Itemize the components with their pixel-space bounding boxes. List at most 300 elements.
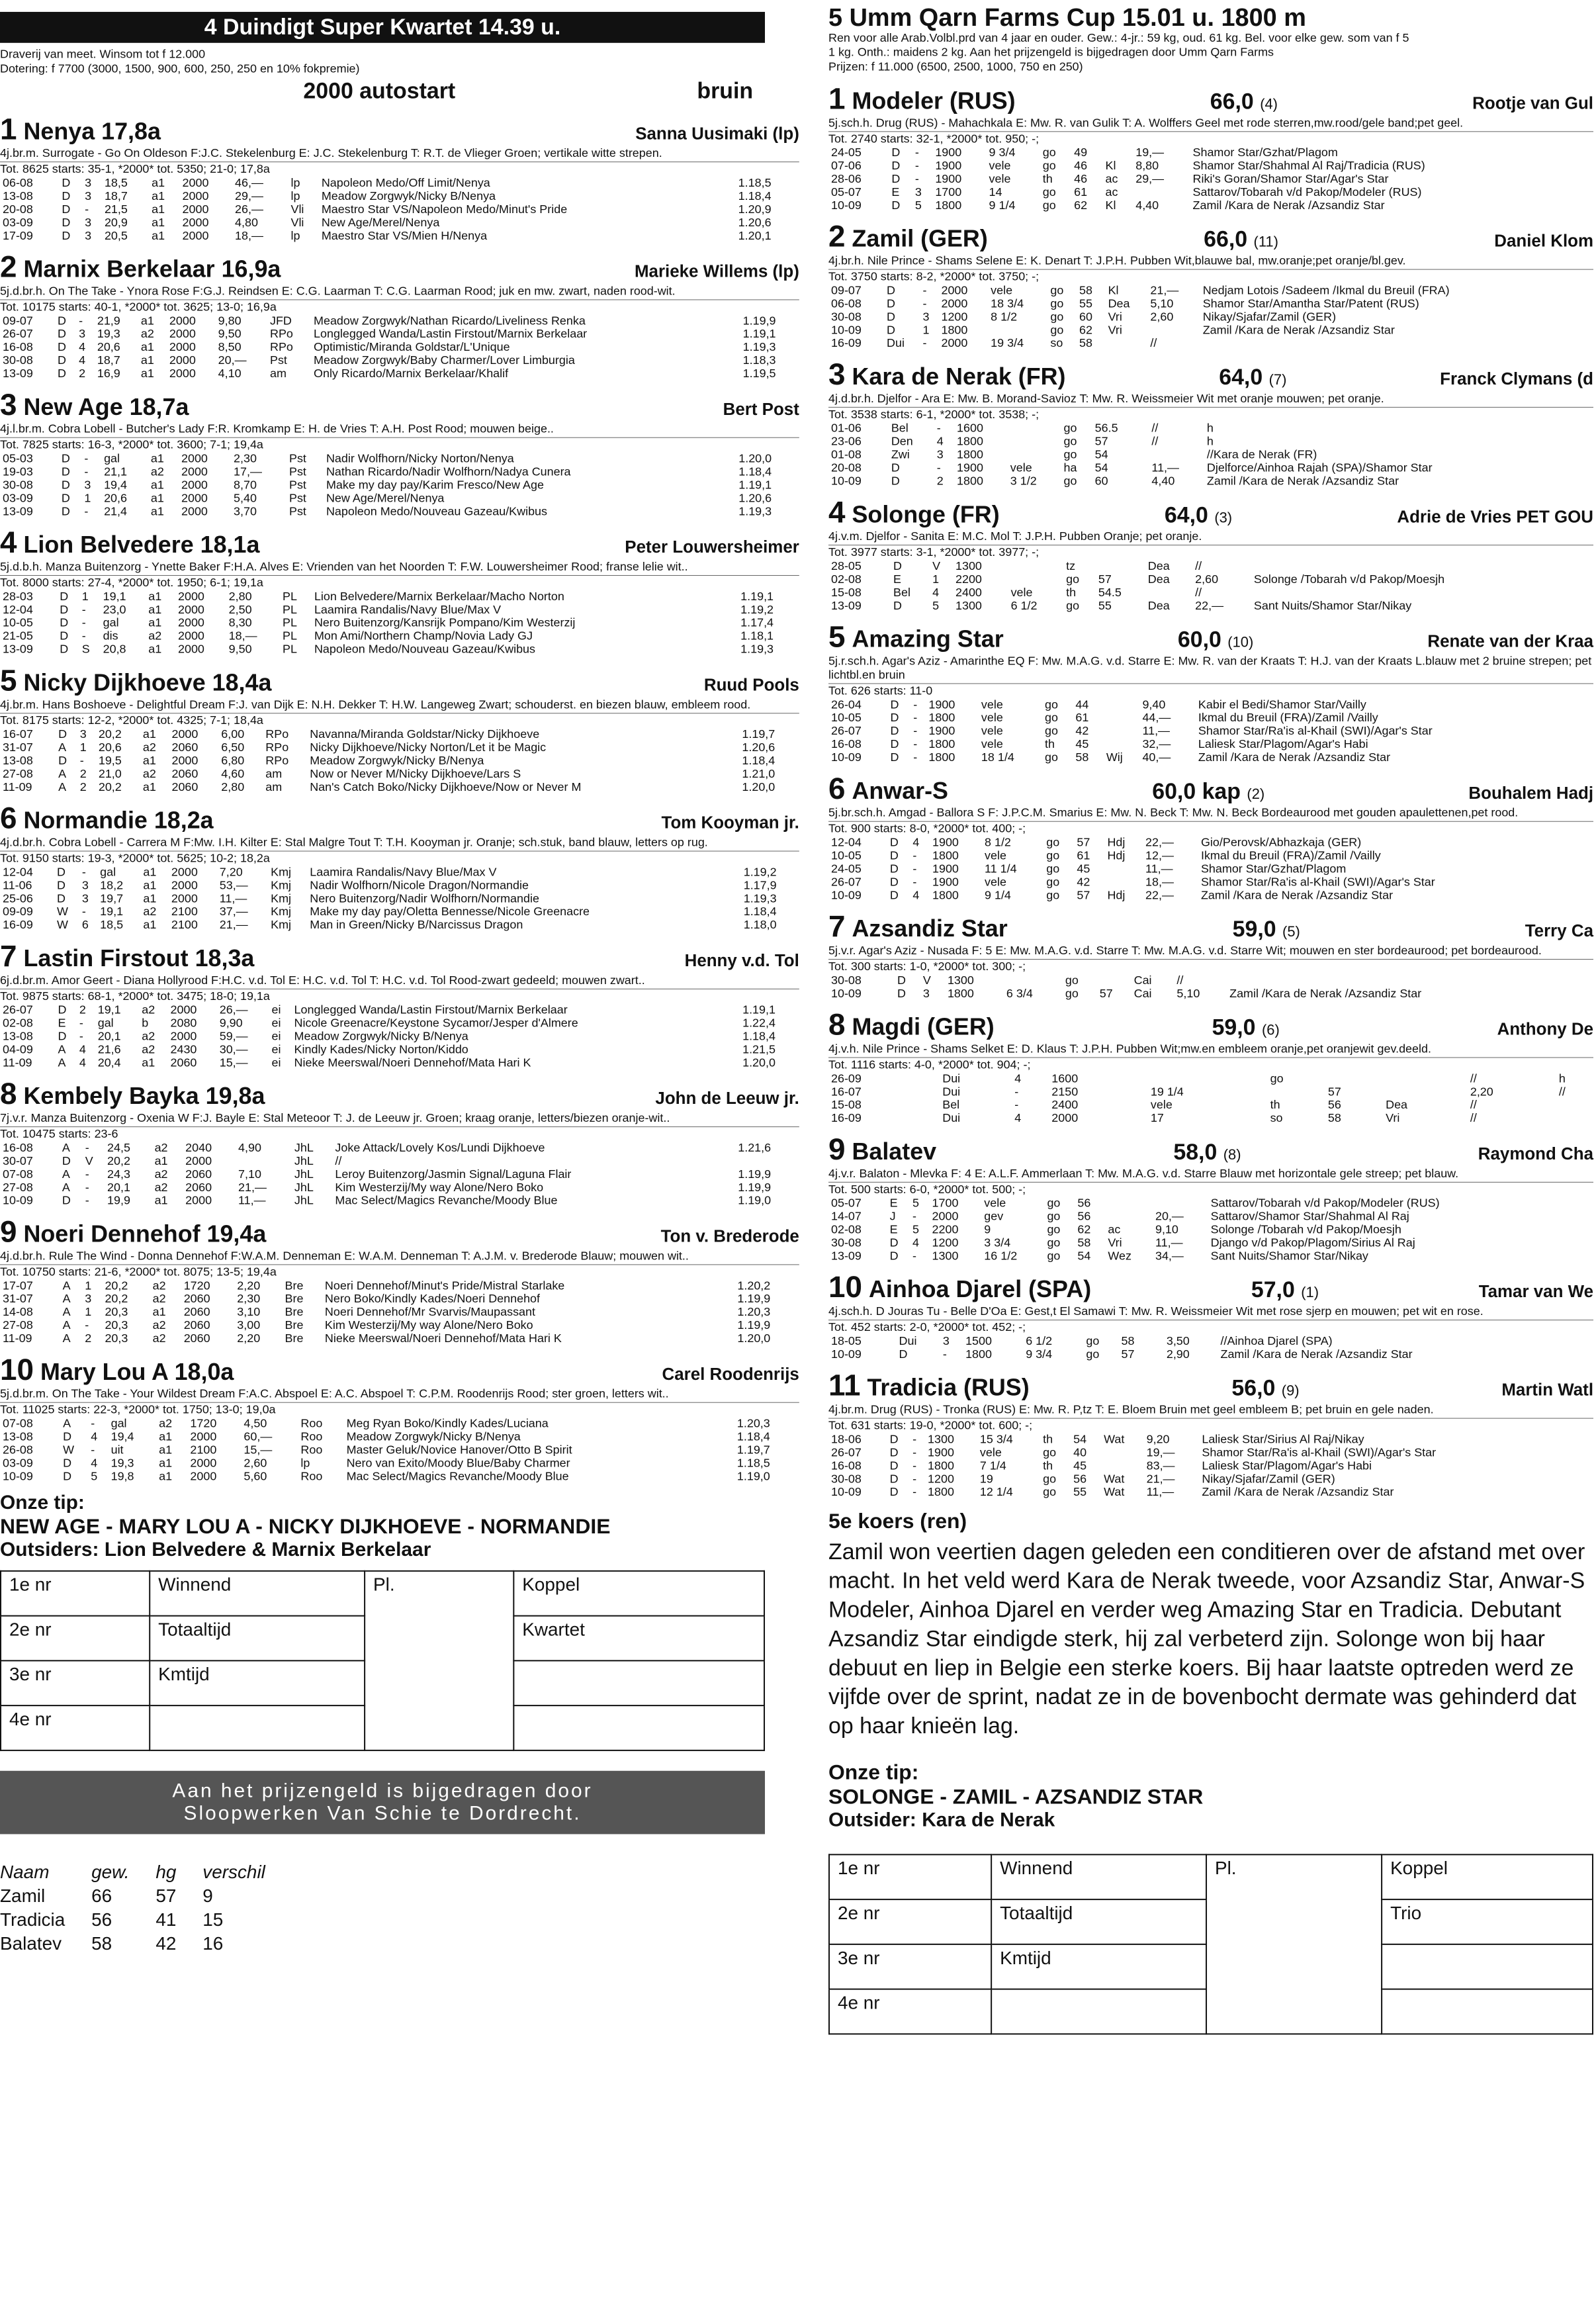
- result-cell: a2: [150, 465, 164, 478]
- result-cell: 2000: [182, 189, 209, 203]
- result-cell: 1.18,5: [738, 176, 772, 190]
- result-cell: 1.20,1: [738, 228, 772, 242]
- result-cell: [1140, 461, 1149, 475]
- result-cell: 44: [1075, 698, 1089, 711]
- result-cell: Kim Westerzij/My way Alone/Nero Boko: [335, 1180, 544, 1194]
- horse-entry: [828, 218, 1593, 349]
- weight-value: 60,0: [1177, 627, 1221, 653]
- result-cell: 20,1: [107, 1180, 130, 1194]
- horse-number: 8: [0, 1076, 17, 1111]
- result-cell: 24,3: [107, 1167, 130, 1181]
- weight-cell: 58: [91, 1932, 112, 1954]
- result-cell: 1600: [1051, 1071, 1079, 1085]
- result-cell: 02-08: [2, 1016, 33, 1030]
- result-cell: 12-04: [2, 865, 33, 879]
- result-cell: D: [62, 228, 71, 242]
- result-cell: JhL: [294, 1167, 314, 1181]
- weight-cell: 15: [202, 1909, 224, 1930]
- result-row: [0, 643, 799, 656]
- result-cell: 2100: [171, 905, 198, 919]
- weight-cell: 9: [202, 1885, 213, 1907]
- result-cell: go: [1065, 986, 1079, 1000]
- result-cell: A: [58, 741, 67, 754]
- result-cell: 19,4: [111, 1429, 134, 1443]
- result-cell: go: [1047, 1209, 1061, 1223]
- result-cell: 20,3: [105, 1318, 128, 1332]
- result-cell: 1300: [947, 973, 974, 987]
- result-cell: D: [887, 310, 895, 324]
- pedigree: 5j.d.br.m. On The Take - Your Wildest Dream F:A.C. Abspoel E: A.C. Abspoel T: C.P.M. Roodenrijs Rood; ster groen, letters wit..: [0, 1387, 799, 1403]
- result-cell: 16-09: [830, 1111, 862, 1125]
- horse-entry: [828, 1131, 1593, 1262]
- result-cell: 1.18,3: [742, 353, 776, 367]
- weight-table: [0, 1860, 292, 1956]
- result-cell: 19,—: [1146, 1445, 1175, 1459]
- result-cell: a1: [142, 1056, 155, 1069]
- results-table: [828, 559, 1593, 612]
- result-cell: 2000: [941, 283, 968, 297]
- result-cell: Man in Green/Nicky B/Narcissus Dragon: [310, 918, 523, 932]
- result-cell: 13-09: [830, 1249, 862, 1263]
- result-cell: 4: [912, 835, 920, 849]
- post-position: (6): [1261, 1021, 1280, 1038]
- horse-entry: [0, 662, 799, 793]
- result-cell: [1154, 1334, 1164, 1347]
- result-cell: 1.18,4: [738, 189, 772, 203]
- result-cell: D: [63, 1469, 72, 1483]
- result-cell: 20,—: [218, 353, 247, 367]
- result-cell: ac: [1108, 1222, 1121, 1236]
- pedigree: 5j.d.b.h. Manza Buitenzorg - Ynette Baker F:H.A. Alves E: Vrienden van het Noorden T: F.W. Louwersheimer Rood; franse lelie wit..: [0, 560, 799, 576]
- weight-cell: 66: [91, 1885, 112, 1907]
- horse-weight: [1219, 365, 1286, 390]
- result-cell: PL: [283, 642, 297, 656]
- result-cell: gal: [104, 451, 120, 465]
- result-cell: Zamil /Kara de Nerak /Azsandiz Star: [1200, 888, 1394, 902]
- result-cell: -: [81, 629, 86, 643]
- grid-cell: Winnend: [150, 1571, 365, 1616]
- result-cell: 2000: [185, 1154, 212, 1167]
- result-cell: Kl: [1105, 198, 1116, 212]
- result-cell: Nero Buitenzorg/Kansrijk Pompano/Kim Westerzij: [314, 615, 576, 629]
- result-cell: 45: [1077, 862, 1090, 876]
- result-cell: 3: [922, 310, 930, 324]
- result-cell: 1.19,0: [736, 1469, 770, 1483]
- result-cell: D: [57, 353, 66, 367]
- jockey-name: Adrie de Vries PET GOU: [1397, 506, 1594, 527]
- result-cell: -: [85, 1141, 89, 1154]
- result-cell: //: [1151, 434, 1159, 448]
- weight-cell: 41: [155, 1909, 177, 1930]
- result-cell: //: [1195, 585, 1202, 599]
- result-row: [828, 559, 1593, 572]
- result-cell: 4: [912, 888, 920, 902]
- jockey-name: Franck Clymans (d: [1440, 369, 1594, 388]
- result-cell: [1104, 875, 1143, 888]
- result-cell: a2: [142, 767, 156, 780]
- result-cell: 27-08: [2, 767, 33, 780]
- result-cell: 21,—: [1150, 283, 1179, 297]
- result-row: [0, 1003, 799, 1017]
- result-cell: 31-07: [2, 741, 33, 754]
- result-cell: 5: [912, 1222, 919, 1236]
- result-cell: 58: [1121, 1334, 1135, 1347]
- result-cell: 3 1/2: [1010, 474, 1037, 488]
- result-cell: 10-09: [830, 986, 862, 1000]
- result-cell: 1.19,2: [743, 865, 777, 879]
- result-cell: 2: [79, 767, 87, 780]
- result-cell: //: [1151, 421, 1159, 435]
- grid-cell: Totaaltijd: [991, 1899, 1206, 1944]
- result-cell: 1900: [928, 698, 955, 711]
- result-cell: 1800: [928, 711, 955, 725]
- result-cell: a1: [159, 1443, 173, 1457]
- result-cell: D: [889, 875, 899, 889]
- result-cell: Make my day pay/Karim Fresco/New Age: [326, 478, 544, 492]
- pedigree: 5j.v.r. Agar's Aziz - Nusada F: 5 E: Mw. M.A.G. v.d. Starre T: Mw. M.A.G. v.d. Starre Wit; mouwen en ster bordeaurood; pet bordeaurood.: [828, 944, 1593, 960]
- horse-entry: [828, 356, 1593, 487]
- result-cell: 21,—: [219, 918, 248, 932]
- pedigree: 6j.d.br.m. Amor Geert - Diana Hollyrood F:H.C. v.d. Tol E: H.C. v.d. Tol T: H.C. v.d. Tol Rood-zwart gedeeld; mouwen zwart..: [0, 974, 799, 989]
- result-cell: D: [889, 1236, 899, 1249]
- result-cell: 2: [79, 367, 86, 381]
- result-cell: 16-07: [830, 1085, 862, 1099]
- result-cell: 18,—: [235, 228, 263, 242]
- pedigree: 4j.l.br.m. Cobra Lobell - Butcher's Lady F:R. Kromkamp E: H. de Vries T: A.H. Post Rood; mouwen beige..: [0, 422, 799, 438]
- results-table: [828, 284, 1593, 350]
- result-cell: 4,90: [238, 1141, 261, 1154]
- result-cell: 18,7: [104, 189, 128, 203]
- result-cell: 22,—: [1145, 835, 1174, 849]
- horse-number: 1: [0, 111, 17, 146]
- result-cell: 9 3/4: [1026, 1347, 1053, 1361]
- result-cell: 11-09: [2, 1056, 32, 1069]
- result-cell: 7 1/4: [979, 1459, 1006, 1473]
- result-cell: go: [1042, 185, 1056, 199]
- result-cell: 20,2: [105, 1279, 128, 1292]
- result-cell: go: [1046, 875, 1060, 889]
- result-row: [828, 698, 1593, 711]
- result-cell: Bre: [285, 1279, 304, 1292]
- weight-header: hg: [155, 1862, 177, 1883]
- result-cell: a2: [152, 1292, 166, 1306]
- result-cell: Nero Buitenzorg/Nadir Wolfhorn/Normandie: [310, 891, 539, 905]
- horse-weight: [1231, 1376, 1299, 1402]
- result-cell: vele: [1150, 1098, 1173, 1112]
- race5-title: 5 Umm Qarn Farms Cup 15.01 u. 1800 m: [828, 3, 1306, 32]
- result-cell: 1800: [932, 888, 959, 902]
- result-cell: [1153, 1197, 1208, 1210]
- result-cell: 19,1: [103, 589, 126, 603]
- result-cell: 18-06: [830, 1432, 862, 1446]
- result-cell: -: [914, 159, 919, 173]
- result-cell: [1133, 185, 1190, 199]
- result-row: [0, 1332, 799, 1345]
- result-cell: b: [142, 1016, 149, 1030]
- result-cell: 6,00: [221, 727, 245, 741]
- result-row: [0, 741, 799, 754]
- result-cell: 10-09: [830, 888, 862, 902]
- result-cell: -: [936, 421, 941, 435]
- result-cell: Meadow Zorgwyk/Nicky B/Nenya: [310, 754, 484, 768]
- result-cell: 1900: [932, 875, 959, 889]
- result-cell: lp: [290, 228, 300, 242]
- result-cell: Leroy Buitenzorg/Jasmin Signal/Laguna Flair: [335, 1167, 572, 1181]
- result-cell: so: [1270, 1111, 1283, 1125]
- horse-number: 9: [0, 1214, 17, 1249]
- result-row: [0, 465, 799, 478]
- result-cell: 1: [81, 589, 89, 603]
- result-cell: ha: [1063, 461, 1077, 475]
- result-cell: lp: [300, 1456, 310, 1470]
- result-cell: 15-08: [830, 585, 862, 599]
- horse-header: [828, 1269, 1593, 1304]
- result-cell: ei: [271, 1042, 281, 1056]
- result-cell: 2,60: [1150, 310, 1174, 324]
- pedigree: 5j.sch.h. Drug (RUS) - Mahachkala E: Mw. R. van Gulik T: A. Wolffers Geel met rode sterren,mw.rood/gele band;pet geel.: [828, 116, 1593, 132]
- horse-number: 11: [828, 1367, 861, 1402]
- result-cell: 26,—: [235, 202, 263, 216]
- result-cell: so: [1050, 336, 1063, 350]
- weight-value: 56,0: [1231, 1375, 1276, 1401]
- result-cell: 1300: [955, 559, 982, 573]
- result-cell: 56: [1077, 1196, 1091, 1210]
- result-cell: go: [1047, 1249, 1061, 1263]
- result-cell: 37,—: [219, 905, 248, 919]
- result-row: [828, 599, 1593, 612]
- result-cell: 1300: [928, 1432, 954, 1446]
- result-cell: 7,20: [219, 865, 243, 879]
- result-cell: a1: [152, 1305, 166, 1319]
- grid-cell: Koppel: [1382, 1854, 1593, 1899]
- result-cell: Bre: [285, 1318, 304, 1332]
- horse-name: Marnix Berkelaar 16,9a: [23, 255, 281, 283]
- post-position: (4): [1260, 95, 1278, 113]
- result-cell: 1.18,4: [742, 754, 776, 768]
- result-cell: 30-08: [2, 353, 33, 367]
- result-row: [828, 1445, 1593, 1459]
- result-cell: 20,6: [104, 491, 127, 505]
- result-row: [828, 1485, 1593, 1498]
- result-cell: a2: [154, 1141, 168, 1154]
- result-cell: D: [897, 973, 907, 987]
- result-cell: 13-09: [2, 642, 33, 656]
- result-cell: 1.20,9: [738, 202, 772, 216]
- result-cell: 1.18,4: [736, 1429, 770, 1443]
- result-cell: go: [1045, 724, 1058, 738]
- result-cell: V: [932, 559, 941, 573]
- result-cell: //: [1558, 1085, 1566, 1099]
- result-cell: am: [265, 780, 283, 793]
- result-row: [828, 461, 1593, 475]
- result-cell: a1: [143, 891, 157, 905]
- result-cell: Dui: [942, 1085, 961, 1099]
- career-totals: Tot. 626 starts: 11-0: [828, 684, 933, 698]
- result-cell: [1383, 1071, 1468, 1085]
- result-cell: 57: [1099, 986, 1113, 1000]
- result-row: [0, 189, 799, 203]
- result-cell: 2000: [171, 727, 199, 741]
- result-cell: Wij: [1106, 750, 1123, 764]
- result-cell: 1.19,3: [740, 642, 774, 656]
- result-cell: -: [81, 905, 86, 919]
- result-cell: D: [893, 598, 902, 612]
- result-cell: 9 1/4: [989, 198, 1016, 212]
- result-row: [0, 1292, 799, 1305]
- result-cell: 3,70: [234, 504, 257, 518]
- result-cell: Django v/d Pakop/Plagom/Sirius Al Raj: [1210, 1236, 1415, 1249]
- result-cell: 1800: [928, 750, 955, 764]
- result-row: [828, 836, 1593, 849]
- result-cell: Laliesk Star/Plagom/Agar's Habi: [1198, 737, 1368, 751]
- result-cell: 56: [1077, 1209, 1091, 1223]
- result-cell: Meadow Zorgwyk/Nathan Ricardo/Liveliness Renka: [314, 314, 586, 328]
- result-cell: 4: [1014, 1071, 1022, 1085]
- result-cell: 19,5: [98, 754, 122, 768]
- result-cell: 54: [1077, 1249, 1091, 1263]
- result-cell: 2060: [183, 1292, 210, 1306]
- result-cell: 26-07: [830, 875, 862, 889]
- results-table: [828, 1197, 1593, 1263]
- result-cell: 6,80: [221, 754, 245, 768]
- result-cell: -: [912, 1472, 917, 1486]
- result-cell: 62: [1079, 323, 1092, 337]
- result-cell: -: [84, 451, 89, 465]
- result-row: [828, 323, 1593, 336]
- result-cell: A: [62, 1332, 71, 1345]
- result-cell: vele: [985, 875, 1006, 889]
- pedigree: 4j.br.m. Drug (RUS) - Tronka (RUS) E: Mw. R. P,tz T: E. Bloem Bruin met geel embleem B; pet bruin en gele naden.: [828, 1403, 1593, 1419]
- result-row: [828, 1098, 1593, 1111]
- result-cell: 2000: [932, 1209, 959, 1223]
- result-cell: Joke Attack/Lovely Kos/Lundi Dijkhoeve: [335, 1141, 545, 1154]
- result-cell: 10-05: [2, 615, 33, 629]
- result-cell: [1200, 336, 1593, 349]
- horse-title: [0, 1214, 266, 1249]
- result-cell: D: [889, 1249, 899, 1263]
- result-cell: 24-05: [830, 146, 862, 159]
- result-cell: th: [1270, 1098, 1280, 1112]
- result-cell: A: [58, 1042, 66, 1056]
- result-cell: 2,20: [1470, 1085, 1493, 1099]
- result-cell: 57: [1077, 888, 1090, 902]
- grid-cell: 1e nr: [829, 1854, 991, 1899]
- result-cell: th: [1066, 585, 1077, 599]
- result-cell: //Ainhoa Djarel (SPA): [1220, 1334, 1333, 1347]
- result-cell: a1: [140, 340, 154, 354]
- result-cell: 10-09: [830, 323, 862, 337]
- result-cell: D: [890, 724, 899, 738]
- result-cell: 03-09: [2, 491, 33, 505]
- result-cell: Meadow Zorgwyk/Nicky B/Nenya: [294, 1029, 468, 1043]
- result-cell: -: [913, 698, 918, 711]
- result-cell: 4: [91, 1456, 98, 1470]
- result-cell: 1.19,9: [738, 1167, 772, 1181]
- result-cell: 31-07: [2, 1292, 33, 1306]
- result-cell: vele: [991, 283, 1013, 297]
- result-cell: go: [1050, 310, 1064, 324]
- grid-cell: Kmtijd: [991, 1944, 1206, 1989]
- result-cell: go: [1043, 1445, 1057, 1459]
- result-cell: -: [85, 1193, 89, 1207]
- result-cell: ac: [1105, 172, 1118, 186]
- weight-cell: 56: [91, 1909, 112, 1930]
- result-cell: 26-07: [830, 1445, 862, 1459]
- result-cell: -: [912, 1445, 917, 1459]
- result-cell: gal: [100, 865, 116, 879]
- result-cell: D: [891, 172, 901, 186]
- result-cell: -: [85, 1318, 89, 1332]
- result-cell: 2000: [170, 1029, 197, 1043]
- result-cell: Kmj: [271, 905, 292, 919]
- result-cell: Sant Nuits/Shamor Star/Nikay: [1210, 1249, 1368, 1263]
- result-cell: Vri: [1108, 1236, 1122, 1249]
- result-cell: 20,2: [105, 1292, 128, 1306]
- result-cell: Ikmal du Breuil (FRA)/Zamil /Vailly: [1198, 711, 1378, 725]
- result-cell: go: [1066, 572, 1080, 586]
- result-cell: 18 3/4: [991, 296, 1024, 310]
- result-cell: a1: [142, 780, 156, 793]
- result-cell: a1: [140, 314, 154, 328]
- result-cell: go: [1043, 1472, 1057, 1486]
- result-row: [828, 448, 1593, 461]
- result-cell: D: [891, 198, 901, 212]
- result-cell: gal: [103, 615, 119, 629]
- jockey-name: Renate van der Kraa: [1427, 631, 1593, 651]
- result-cell: 16-09: [830, 336, 862, 350]
- result-cell: Kabir el Bedi/Shamor Star/Vailly: [1198, 698, 1366, 711]
- results-table: [828, 1433, 1593, 1499]
- result-cell: D: [62, 202, 71, 216]
- result-cell: 58: [1079, 336, 1092, 350]
- horse-weight: [1210, 89, 1278, 115]
- horse-name: Tradicia (RUS): [867, 1373, 1030, 1401]
- driver-name: John de Leeuw jr.: [655, 1088, 799, 1109]
- result-cell: 11,—: [238, 1193, 266, 1207]
- result-cell: RPo: [265, 741, 289, 754]
- result-cell: Meg Ryan Boko/Kindly Kades/Luciana: [346, 1416, 549, 1430]
- result-cell: 1.19,7: [742, 727, 776, 741]
- result-cell: 21,5: [104, 202, 128, 216]
- result-cell: //: [1470, 1098, 1477, 1112]
- result-cell: D: [889, 1485, 899, 1499]
- result-row: [0, 1279, 799, 1292]
- result-cell: 1900: [932, 835, 959, 849]
- result-cell: D: [58, 754, 67, 768]
- horse-name: Amazing Star: [852, 625, 1004, 653]
- result-cell: Dui: [887, 336, 905, 350]
- result-cell: 19,8: [111, 1469, 134, 1483]
- result-cell: D: [897, 986, 907, 1000]
- result-cell: [1148, 1071, 1268, 1085]
- pedigree: 4j.v.m. Djelfor - Sanita E: M.C. Mol T: J.P.H. Pubben Oranje; pet oranje.: [828, 529, 1593, 545]
- result-row: [828, 1223, 1593, 1236]
- result-cell: go: [1046, 888, 1060, 902]
- result-cell: Roo: [300, 1429, 323, 1443]
- result-cell: 1300: [955, 598, 982, 612]
- result-cell: JhL: [294, 1193, 314, 1207]
- result-cell: [1101, 1459, 1144, 1472]
- result-cell: A: [62, 1305, 71, 1319]
- result-cell: 07-08: [2, 1416, 33, 1430]
- result-cell: 9,10: [1155, 1222, 1178, 1236]
- result-cell: 20,6: [98, 741, 122, 754]
- result-cell: 16,9: [97, 367, 120, 381]
- results-table: [828, 836, 1593, 902]
- result-cell: 11,—: [1155, 1236, 1183, 1249]
- result-cell: Meadow Zorgwyk/Nicky B/Nenya: [321, 189, 496, 203]
- result-cell: -: [79, 1029, 83, 1043]
